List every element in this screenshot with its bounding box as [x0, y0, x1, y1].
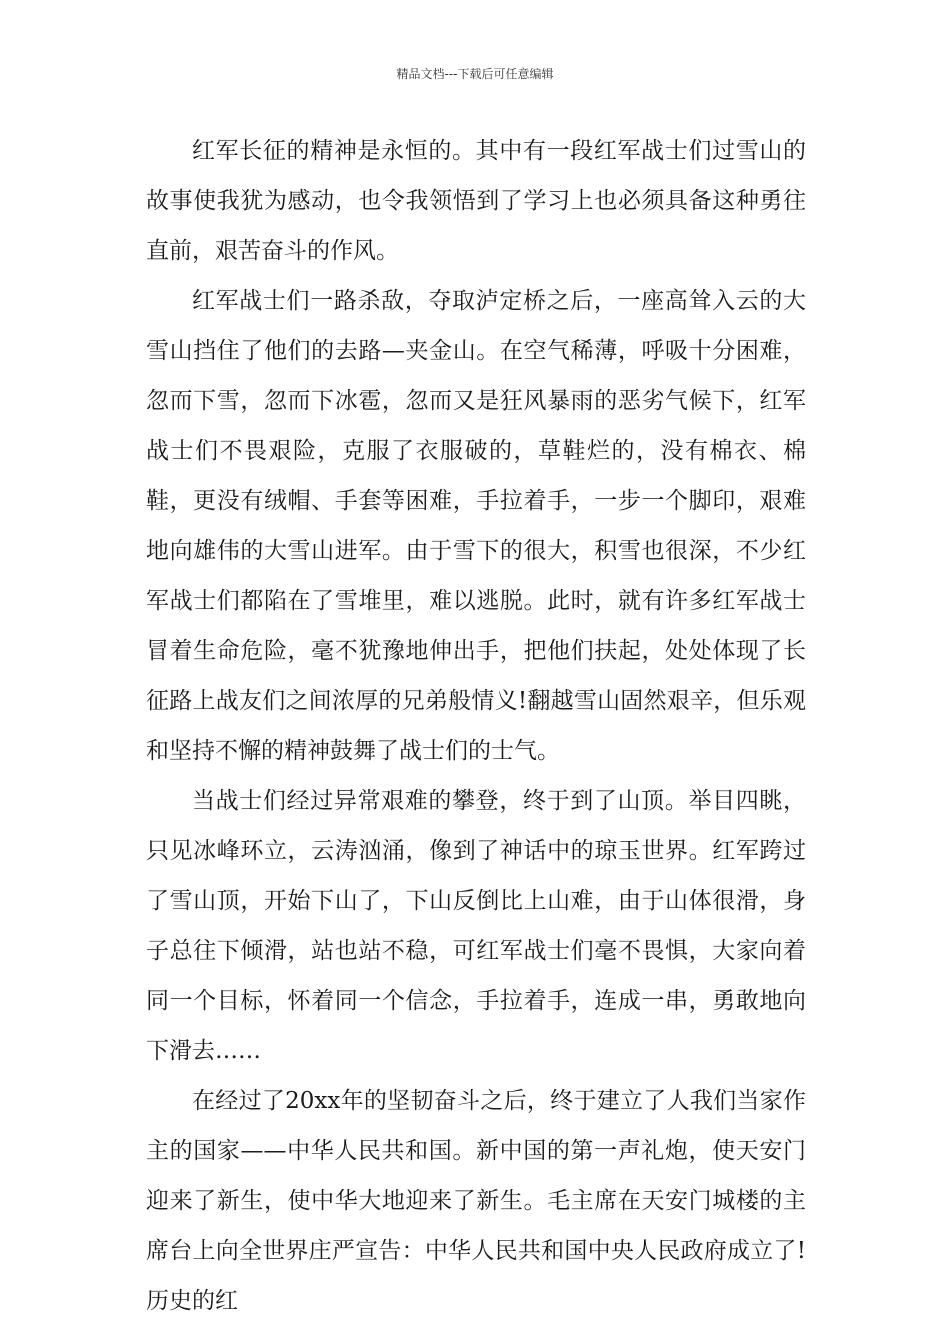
document-header-note: 精品文档---下载后可任意编辑	[396, 67, 554, 81]
paragraph-1: 红军长征的精神是永恒的。其中有一段红军战士们过雪山的故事使我犹为感动，也令我领悟到了学习上也必须具备这种勇往直前，艰苦奋斗的作风。	[146, 138, 806, 264]
paragraph-4: 在经过了20xx年的坚韧奋斗之后，终于建立了人我们当家作主的国家——中华人民共和国。新中国的第一声礼炮，使天安门迎来了新生，使中华大地迎来了新生。毛主席在天安门城楼的主席台上向全世界庄严宣告：中华人民共和国中央人民政府成立了!历史的红	[146, 1088, 806, 1314]
paragraph-3: 当战士们经过异常艰难的攀登，终于到了山顶。举目四眺，只见冰峰环立，云涛汹涌，像到了神话中的琼玉世界。红军跨过了雪山顶，开始下山了，下山反倒比上山难，由于山体很滑，身子总往下倾滑，站也站不稳，可红军战士们毫不畏惧，大家向着同一个目标，怀着同一个信念，手拉着手，连成一串，勇敢地向下滑去……	[146, 788, 806, 1064]
paragraph-2: 红军战士们一路杀敌，夺取泸定桥之后，一座高耸入云的大雪山挡住了他们的去路—夹金山。在空气稀薄，呼吸十分困难，忽而下雪，忽而下冰雹，忽而又是狂风暴雨的恶劣气候下，红军战士们不畏艰险，克服了衣服破的，草鞋烂的，没有棉衣、棉鞋，更没有绒帽、手套等困难，手拉着手，一步一个脚印，艰难地向雄伟的大雪山进军。由于雪下的很大，积雪也很深，不少红军战士们都陷在了雪堆里，难以逃脱。此时，就有许多红军战士冒着生命危险，毫不犹豫地伸出手，把他们扶起，处处体现了长征路上战友们之间浓厚的兄弟般情义!翻越雪山固然艰辛，但乐观和坚持不懈的精神鼓舞了战士们的士气。	[146, 288, 806, 764]
document-body	[146, 126, 806, 1326]
